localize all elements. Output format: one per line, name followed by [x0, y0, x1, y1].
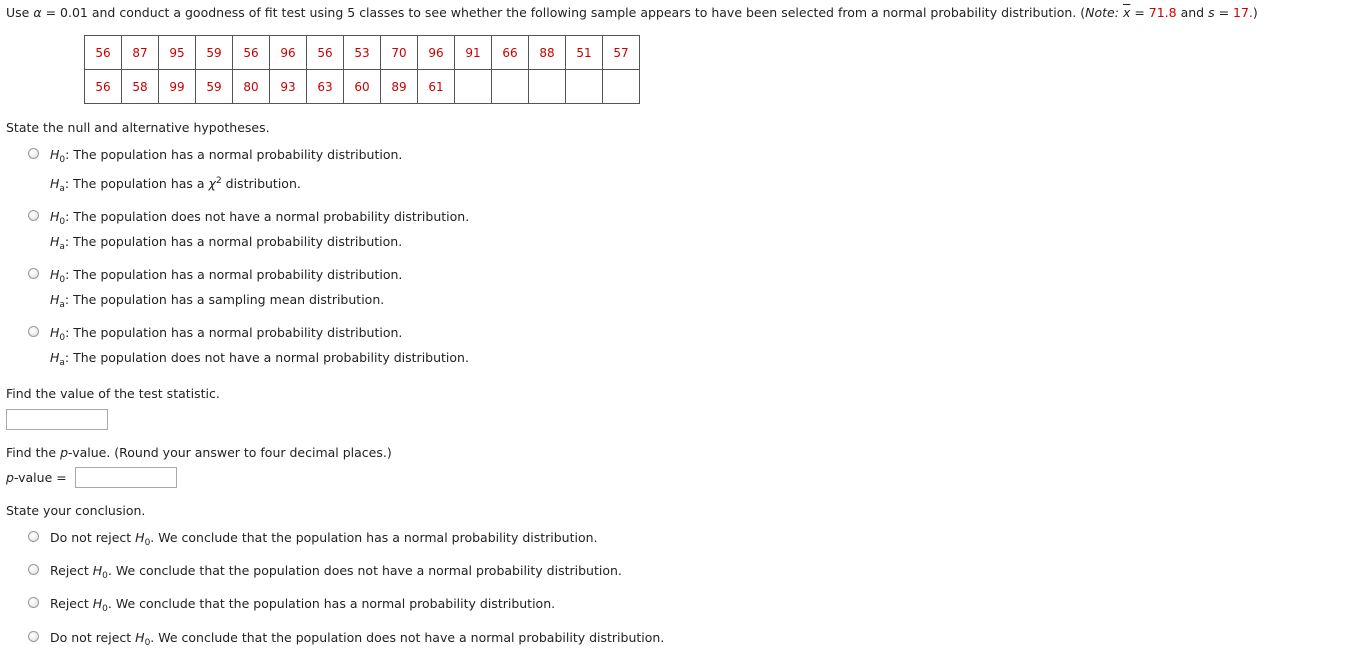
table-cell: 59 — [196, 70, 233, 104]
table-cell: 89 — [381, 70, 418, 104]
table-cell: 99 — [159, 70, 196, 104]
chi-symbol: χ — [208, 176, 216, 191]
table-cell: 56 — [85, 70, 122, 104]
conclusion-option-3-label: Reject $H_0$. We conclude that the population has a normal probability distribution. — [50, 596, 556, 614]
sample-table — [84, 35, 640, 104]
conclusion-option-4-label: Do not reject $H_0$. We conclude that the population does not have a normal probability distribution. — [50, 630, 665, 648]
conclusion-option-1-radio[interactable] — [28, 531, 39, 542]
table-cell: 66 — [492, 36, 529, 70]
p-value-input[interactable] — [75, 467, 177, 488]
table-cell — [566, 70, 603, 104]
table-cell — [603, 70, 640, 104]
table-cell — [492, 70, 529, 104]
table-cell: 53 — [344, 36, 381, 70]
hypothesis-option-2-null: $H_0$: The population does not have a normal probability distribution. — [50, 209, 470, 227]
table-cell: 60 — [344, 70, 381, 104]
test-statistic-input[interactable] — [6, 409, 108, 430]
hypothesis-option-3-radio[interactable] — [28, 268, 39, 279]
question-text: Use α = 0.01 and conduct a goodness of fit test using 5 classes to see whether the following sample appears to have been selected from a normal probability distribution. (Note: $\overline{x} = 71.8$ and s = 17.) — [6, 5, 1258, 20]
table-cell: 51 — [566, 36, 603, 70]
hypotheses-prompt: State the null and alternative hypotheses. — [6, 120, 270, 135]
table-cell: 96 — [418, 36, 455, 70]
conclusion-option-4-radio[interactable] — [28, 631, 39, 642]
s-symbol: s — [1208, 5, 1215, 20]
table-row — [85, 70, 640, 104]
table-cell: 93 — [270, 70, 307, 104]
xbar-symbol: $\overline{x}$ — [1122, 5, 1131, 20]
table-cell: 70 — [381, 36, 418, 70]
table-cell: 88 — [529, 36, 566, 70]
table-cell: 91 — [455, 36, 492, 70]
table-cell: 61 — [418, 70, 455, 104]
hypothesis-option-1-null: $H_0$: The population has a normal probability distribution. — [50, 147, 403, 165]
s-value: 17. — [1233, 5, 1253, 20]
table-cell — [455, 70, 492, 104]
table-cell: 59 — [196, 36, 233, 70]
hypothesis-option-4-alt: $H_a$: The population does not have a normal probability distribution. — [50, 350, 469, 368]
hypothesis-option-2-radio[interactable] — [28, 210, 39, 221]
table-cell: 58 — [122, 70, 159, 104]
hypothesis-option-4-radio[interactable] — [28, 326, 39, 337]
table-cell: 95 — [159, 36, 196, 70]
hypothesis-option-1-alt: $H_a$: The population has a $\chi^2$ distribution. — [50, 176, 301, 194]
hypothesis-option-1-radio[interactable] — [28, 148, 39, 159]
p-value-label: p-value = — [6, 470, 67, 485]
conclusion-option-3-radio[interactable] — [28, 597, 39, 608]
table-cell: 96 — [270, 36, 307, 70]
conclusion-option-2-label: Reject $H_0$. We conclude that the population does not have a normal probability distribution. — [50, 563, 622, 581]
table-cell: 56 — [85, 36, 122, 70]
test-statistic-prompt: Find the value of the test statistic. — [6, 386, 220, 401]
table-cell: 57 — [603, 36, 640, 70]
hypothesis-option-3-alt: $H_a$: The population has a sampling mean distribution. — [50, 292, 385, 310]
alpha-symbol: α — [33, 5, 42, 20]
p-value-prompt: Find the p-value. (Round your answer to four decimal places.) — [6, 445, 392, 460]
table-row — [85, 36, 640, 70]
hypothesis-option-3-null: $H_0$: The population has a normal probability distribution. — [50, 267, 403, 285]
table-cell: 56 — [233, 36, 270, 70]
table-cell: 63 — [307, 70, 344, 104]
conclusion-option-1-label: Do not reject $H_0$. We conclude that the population has a normal probability distribution. — [50, 530, 598, 548]
table-cell: 87 — [122, 36, 159, 70]
table-cell: 56 — [307, 36, 344, 70]
conclusion-prompt: State your conclusion. — [6, 503, 146, 518]
xbar-value: 71.8 — [1148, 5, 1177, 20]
hypothesis-option-4-null: $H_0$: The population has a normal probability distribution. — [50, 325, 403, 343]
table-cell: 80 — [233, 70, 270, 104]
hypothesis-option-2-alt: $H_a$: The population has a normal probability distribution. — [50, 234, 403, 252]
note-label: Note: — [1085, 5, 1119, 20]
table-cell — [529, 70, 566, 104]
conclusion-option-2-radio[interactable] — [28, 564, 39, 575]
